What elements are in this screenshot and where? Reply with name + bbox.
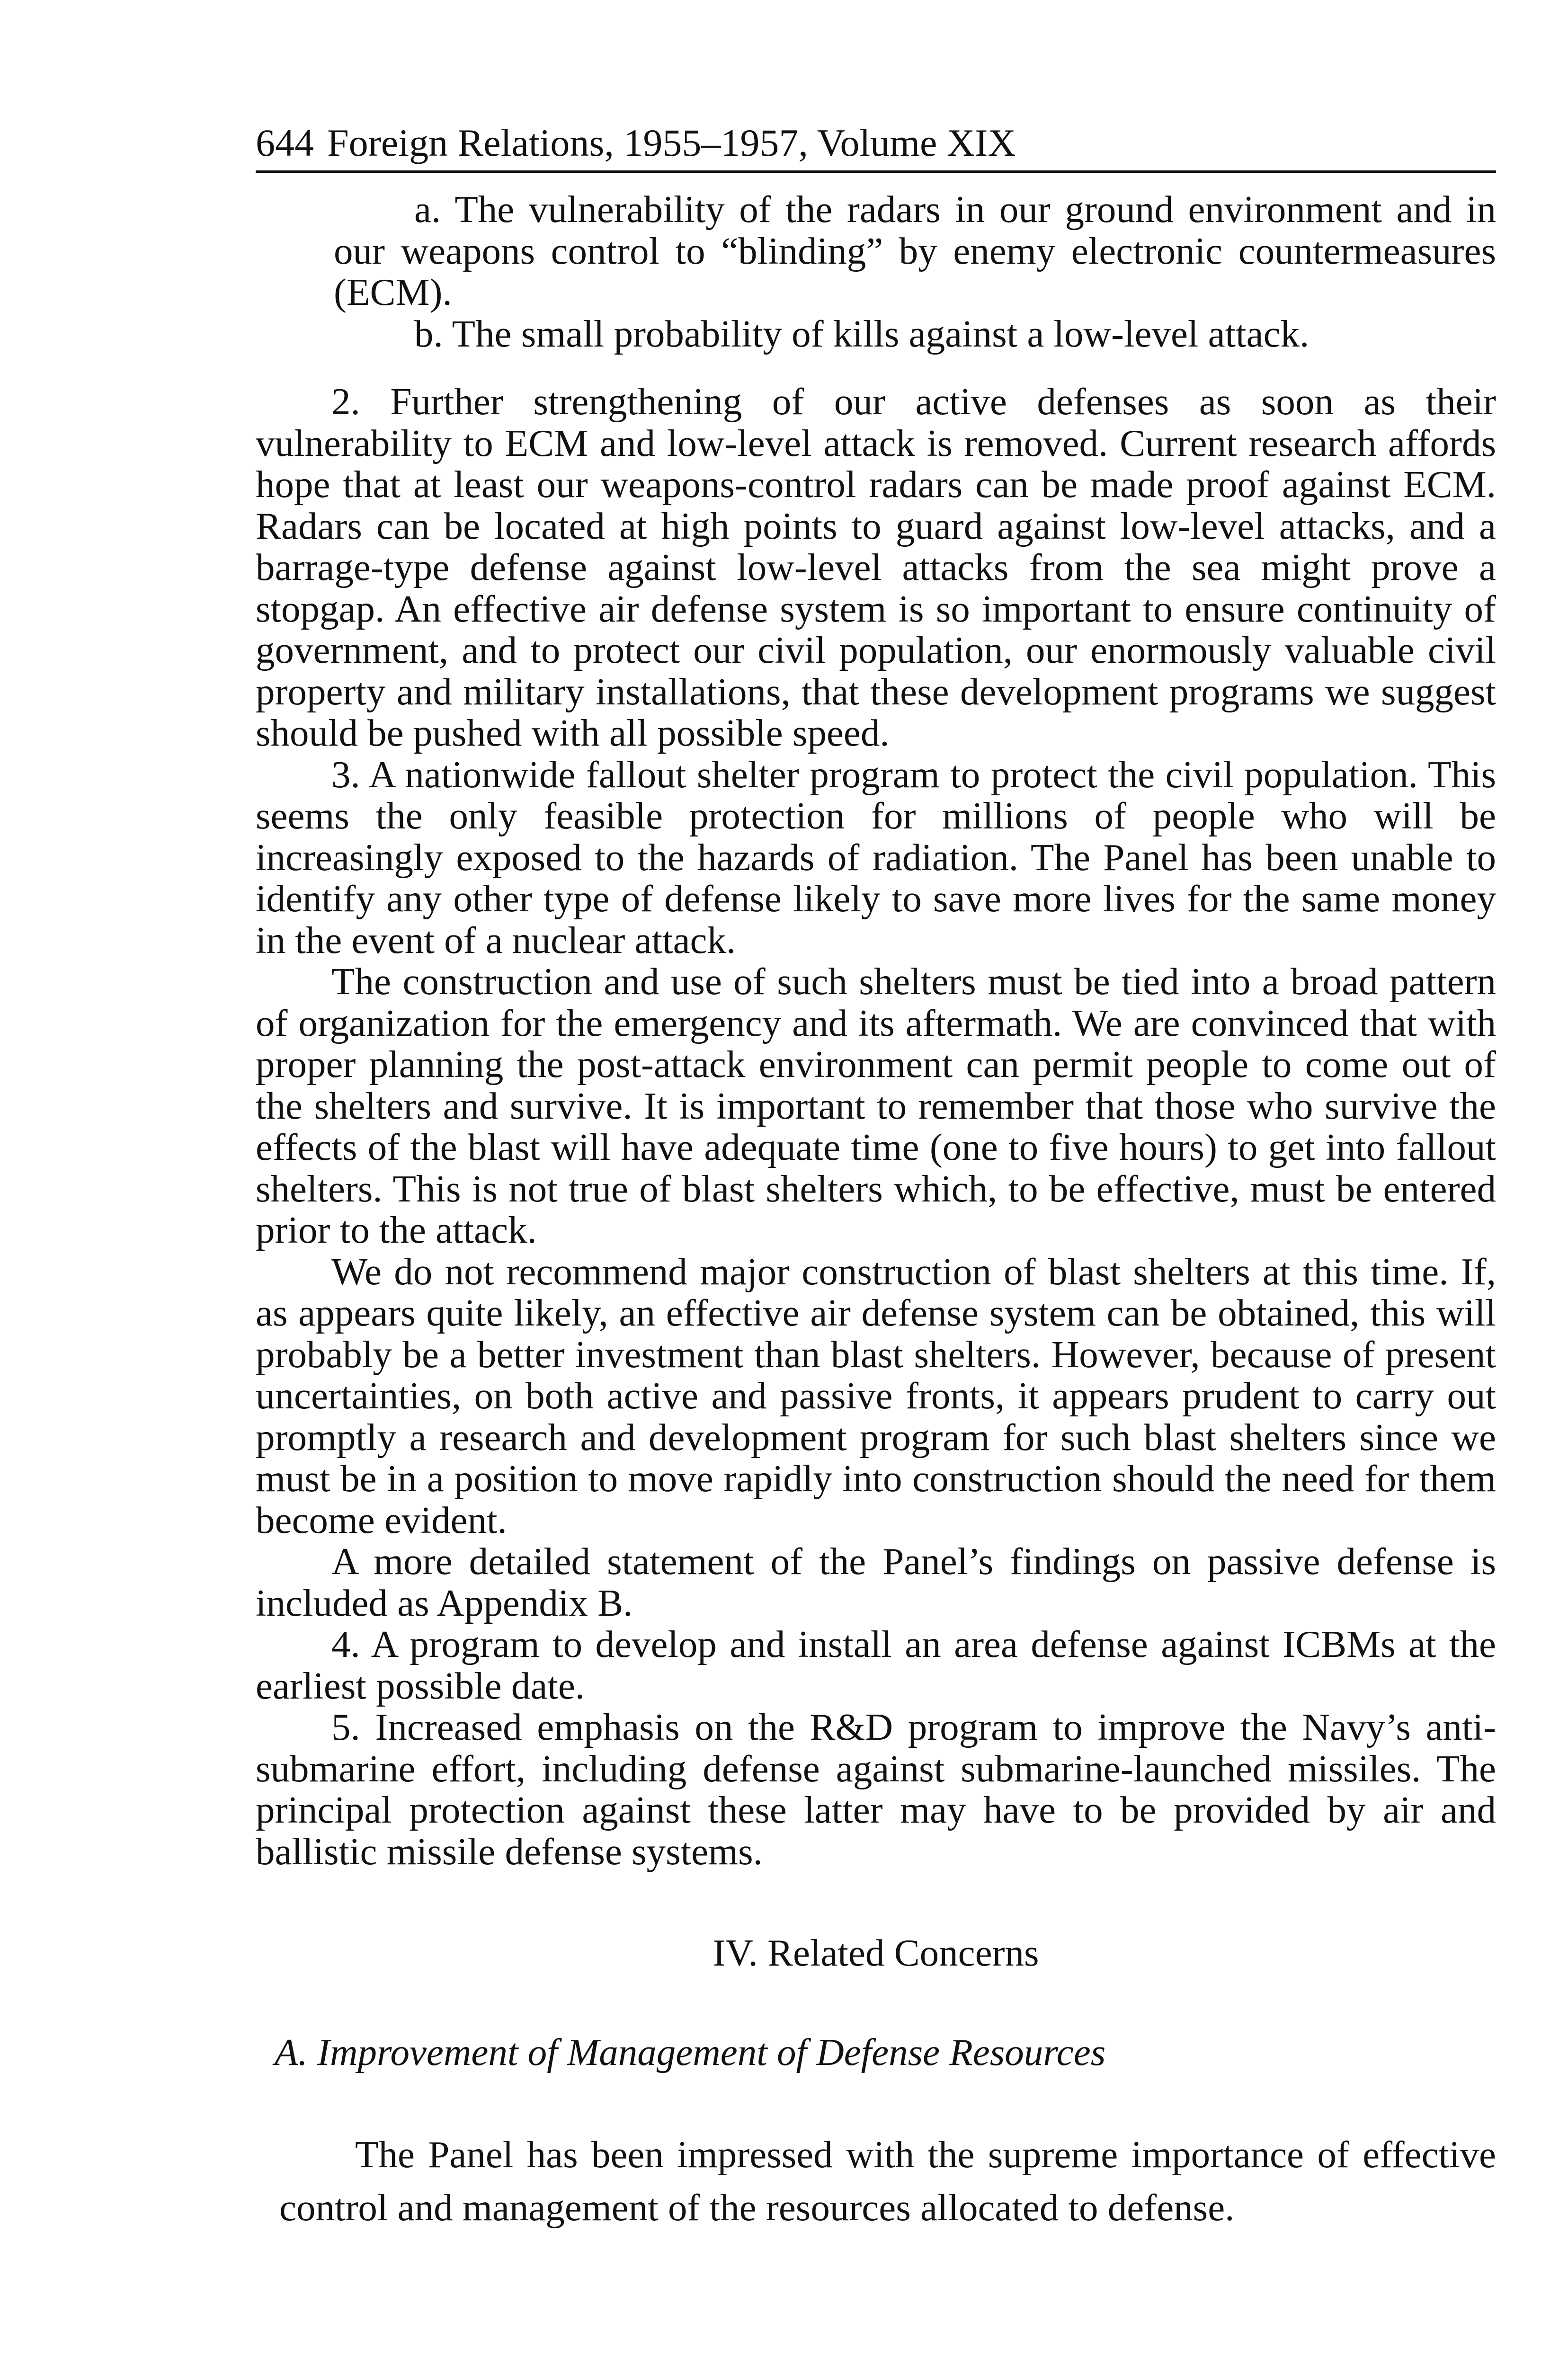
running-head bbox=[256, 118, 1496, 173]
paragraph-item-2: 2. Further strengthening of our active defenses as soon as their vulnerability to ECM and low-level attack is removed. Current research affords hope that at least our weapons-control radars can be made proof against ECM. Radars can be located at high points to guard against low-level attacks, and a barrage-type defense against low-level attacks from the sea might prove a stopgap. An effective air defense system is so important to ensure continuity of government, and to protect our civil population, our enormously valuable civil property and military installations, that these development programs we suggest should be pushed with all possible speed. bbox=[256, 380, 1496, 754]
paragraph-item-3: 3. A nationwide fallout shelter program to protect the civil population. This seems the only feasible protection for millions of people who will be increasingly exposed to the hazards of radiation. The Panel has been unable to identify any other type of defense likely to save more lives for the same money in the event of a nuclear attack. bbox=[256, 753, 1496, 961]
paragraph-item-a: a. The vulnerability of the radars in our ground environment and in our weapons control to “blinding” by enemy electronic countermeasures (ECM). bbox=[334, 188, 1496, 313]
paragraph-item-5: 5. Increased emphasis on the R&D program to improve the Navy’s anti-submarine effort, including defense against submarine-launched missiles. The principal protection against these latter may have to be provided by air and ballistic missile defense systems. bbox=[256, 1706, 1496, 1873]
volume-title: Foreign Relations, 1955–1957, Volume XIX bbox=[327, 121, 1016, 164]
paragraph-blast-shelters: We do not recommend major construction of blast shelters at this time. If, as appears quite likely, an effective air defense system can be obtained, this will probably be a better investment than blast shelters. However, because of present uncertainties, on both active and passive fronts, it appears prudent to carry out promptly a research and development program for such blast shelters since we must be in a position to move rapidly into construction should the need for them become evident. bbox=[256, 1250, 1496, 1541]
paragraph-management: The Panel has been impressed with the supreme importance of effective control and management of the resources allocated to defense. bbox=[279, 2133, 1496, 2229]
section-heading: IV. Related Concerns bbox=[713, 1931, 1039, 1974]
paragraph-item-4: 4. A program to develop and install an area defense against ICBMs at the earliest possible date. bbox=[256, 1623, 1496, 1707]
paragraph-item-b: b. The small probability of kills against a low-level attack. bbox=[414, 312, 1310, 355]
subsection-heading: A. Improvement of Management of Defense Resources bbox=[275, 2031, 1106, 2073]
page-content bbox=[256, 118, 1496, 2234]
paragraph-shelter-construction: The construction and use of such shelters must be tied into a broad pattern of organization for the emergency and its aftermath. We are convinced that with proper planning the post-attack environment can permit people to come out of the shelters and survive. It is important to remember that those who survive the effects of the blast will have adequate time (one to five hours) to get into fallout shelters. This is not true of blast shelters which, to be effective, must be entered prior to the attack. bbox=[256, 960, 1496, 1251]
paragraph-gap bbox=[256, 355, 1496, 381]
paragraph-appendix-reference: A more detailed statement of the Panel’s findings on passive defense is included as Appendix B. bbox=[256, 1540, 1496, 1624]
page-number: 644 bbox=[256, 121, 314, 164]
